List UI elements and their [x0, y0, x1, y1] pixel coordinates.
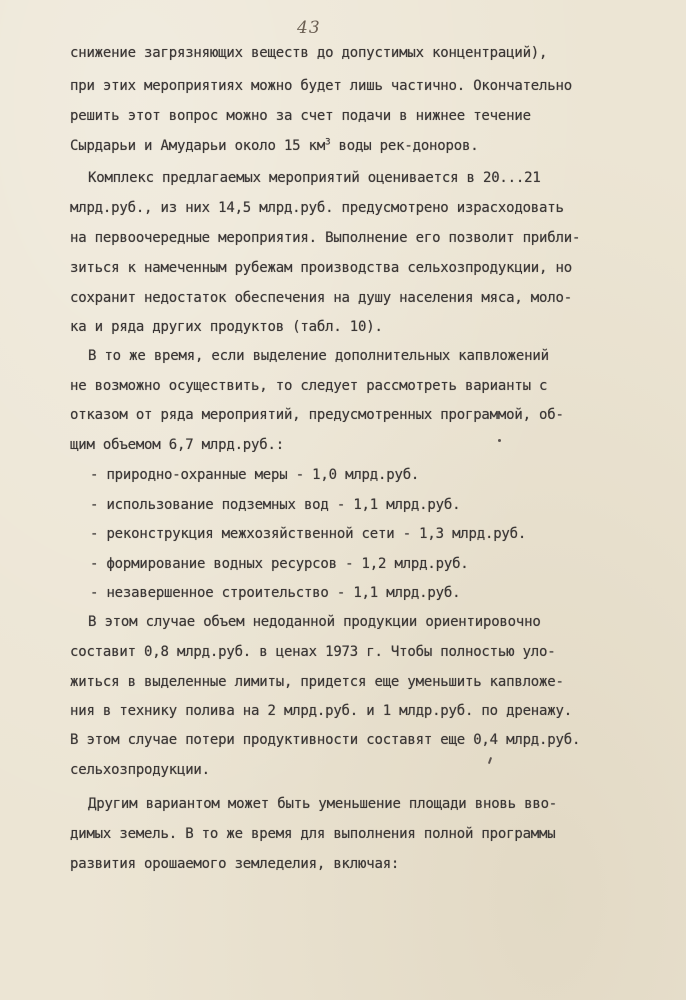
- list-item: - формирование водных ресурсов - 1,2 млрд.руб.: [90, 556, 469, 572]
- list-item: - природно-охранные меры - 1,0 млрд.руб.: [90, 467, 420, 483]
- text-line: житься в выделенные лимиты, придется еще уменьшить капвложе-: [70, 674, 564, 690]
- text-line: В этом случае объем недоданной продукции ориентировочно: [88, 614, 541, 630]
- list-item: - незавершенное строительство - 1,1 млрд.руб.: [90, 585, 461, 601]
- text-line: на первоочередные мероприятия. Выполнение его позволит прибли-: [70, 230, 581, 246]
- page-number: 43: [297, 18, 321, 38]
- superscript: 3: [325, 137, 331, 148]
- text-line: димых земель. В то же время для выполнения полной программы: [70, 826, 556, 842]
- text-line: Другим вариантом может быть уменьшение площади вновь вво-: [88, 796, 558, 812]
- text-segment: воды рек-доноров.: [330, 138, 479, 154]
- text-line: щим объемом 6,7 млрд.руб.:: [70, 437, 284, 453]
- text-line: сельхозпродукции.: [70, 762, 210, 778]
- text-line: зиться к намеченным рубежам производства сельхозпродукции, но: [70, 260, 572, 276]
- list-item: - использование подземных вод - 1,1 млрд.руб.: [90, 497, 461, 513]
- text-line: ния в технику полива на 2 млрд.руб. и 1 млдр.руб. по дренажу.: [70, 703, 572, 719]
- text-line: составит 0,8 млрд.руб. в ценах 1973 г. Чтобы полностью уло-: [70, 644, 556, 660]
- text-line: не возможно осуществить, то следует рассмотреть варианты с: [70, 378, 548, 394]
- text-line: Комплекс предлагаемых мероприятий оценивается в 20...21: [88, 170, 541, 186]
- text-segment: Сырдарьи и Амударьи около 15 км: [70, 138, 326, 154]
- text-line: развития орошаемого земледелия, включая:: [70, 856, 400, 872]
- text-line: В этом случае потери продуктивности составят еще 0,4 млрд.руб.: [70, 732, 581, 748]
- ink-mark: [488, 757, 492, 764]
- text-line: сохранит недостаток обеспечения на душу населения мяса, моло-: [70, 290, 572, 306]
- text-line: млрд.руб., из них 14,5 млрд.руб. предусмотрено израсходовать: [70, 200, 564, 216]
- ink-dot: [498, 439, 501, 442]
- text-line: отказом от ряда мероприятий, предусмотренных программой, об-: [70, 407, 564, 423]
- text-line: ка и ряда других продуктов (табл. 10).: [70, 319, 383, 335]
- text-line: В то же время, если выделение дополнительных капвложений: [88, 348, 549, 364]
- text-line: решить этот вопрос можно за счет подачи в нижнее течение: [70, 108, 531, 124]
- text-line: [70, 138, 478, 154]
- list-item: - реконструкция межхозяйственной сети - 1,3 млрд.руб.: [90, 526, 527, 542]
- text-line: снижение загрязняющих веществ до допустимых концентраций),: [70, 45, 548, 61]
- text-line: при этих мероприятиях можно будет лишь частично. Окончательно: [70, 78, 572, 94]
